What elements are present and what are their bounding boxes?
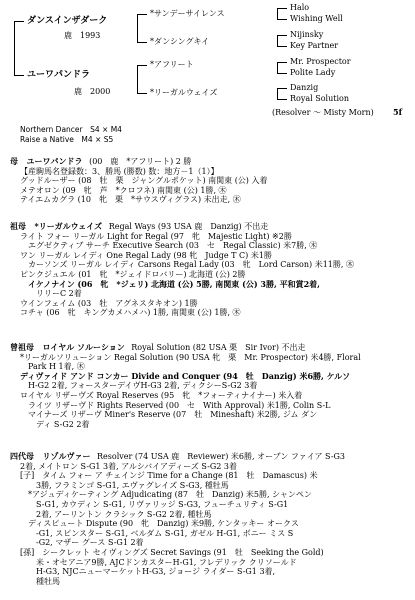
resolver-note: (Resolver ～ Misty Morn) [272,108,374,117]
g3-nijinsky: Nijinsky [290,30,324,39]
g3-key-partner: Key Partner [290,41,339,50]
section-heading: 母 [10,156,18,166]
horse-detail: Resolver (74 USA 鹿 Reviewer) 米6勝, オーブン ファイア S-G3 [97,452,345,461]
g3-danzig: Danzig [290,83,319,92]
text-line: マイナーズ リザーヴ Miner's Reserve (07 牡 Mineshaft) 米2勝, ジム ダン [20,410,318,420]
generation-mark: 5f [393,107,403,117]
g3-royal-solution: Royal Solution [290,94,349,103]
text-line: イケノナイン (06 牝 *ジェリ) 北海道 (公) 5勝, 南関東 (公) 3勝, 平和賞2着, [20,278,320,289]
text-line: H-G2 2着, フォースターデイヴH-G3 2着, ディクシーS-G2 3着 [20,381,258,391]
sire-info: 鹿 1993 [64,31,101,40]
text-line: 2着, メイトロン S-G1 3着, アルシバイアディーズ S-G2 3着 [20,461,238,471]
text-line: ライツ リザーヴド Rights Reserved (00 セ With Approval) 米1勝, Colin S-L [20,400,331,410]
horse-detail: (00 鹿 *アフリート) 2 勝 [89,157,192,166]
g3-wishing-well: Wishing Well [290,14,343,23]
inbreeding-line-1: Northern Dancer S4 × M4 [20,125,122,134]
text-line: ディヴァイド アンド コンカー Divide and Conquer (94 牡 Danzig) 米6勝, ケルソ [20,370,351,381]
text-line: カーソンズ リーガル レイディ Carsons Regal Lady (03 牝 Lord Carson) 米11勝, ㊍ [20,260,354,270]
dam-dam: *リーガルウェイズ [150,88,218,97]
text-line: H-G3, NJCニューマーケットH-G3, ジョージ ライダー S-G1 3着, [20,567,276,577]
text-line: リリーC 2着 [20,289,82,299]
text-line: Park H 1着, ㊍ [20,362,85,372]
text-line: 種牡馬 [20,576,60,586]
g3-polite-lady: Polite Lady [290,68,336,77]
text-line: メテオロン (09 牝 芦 *クロフネ) 南関東 (公) 1勝, ㊍ [20,185,227,195]
text-line: 3勝, フラミンゴ S-G1, エヴァグレイズ S-G3, 種牡馬 [20,480,229,490]
sire-dam: *ダンシングキイ [150,37,210,46]
text-line: ディスピュート Dispute (90 牝 Danzig) 米9勝, ケンタッキー オークス [20,519,299,529]
text-line: [孫] シークレット セイヴィングズ Secret Savings (91 牡 Seeking the Gold) [20,547,324,557]
section-dam [10,157,410,205]
inbreeding-line-2: Raise a Native M4 × S5 [20,135,114,144]
text-line: S-G1, カウディン S-G1, リヴァリッジ S-G3, フューチュリティ S-G1 [20,499,289,509]
section-grandam [10,222,410,318]
dam-name: ユーワパンドラ [27,70,91,80]
text-line: [子] タイム フォー ア チェインジ Time for a Change (81 牡 Damascus) 米 [20,471,318,481]
text-line: -G1, スピンスター S-G1, ベルダム S-G1, ガゼル H-G1, ボニー ミス S [20,528,294,538]
text-line: エグゼクティブ サーチ Executive Search (03 セ Regal Classic) 米7勝, ㊍ [20,241,318,251]
text-line: *リーガルソリューション Regal Solution (90 USA 牝 栗 Mr. Prospector) 米4勝, Floral [20,352,361,362]
section-fourth-dam [10,452,410,586]
dam-info: 鹿 2000 [74,87,111,96]
horse-name: ユーワパンドラ [26,156,83,166]
sire-sire: *サンデーサイレンス [150,9,225,18]
text-line: ウインフェイム (03 牡 アグネスタキオン) 1勝 [20,298,198,308]
g3-halo: Halo [290,3,310,12]
text-line: ピンクジュエル (01 牝 *ジェイドロバリー) 北海道 (公) 2勝 [20,269,246,279]
text-line: 米・オセアニア9勝, AJCドンカスターH-G1, フレデリック クリソールド [20,557,297,567]
text-line: ライト フォー リーガル Light for Regal (97 牝 Majestic Light) ※2勝 [20,231,292,241]
text-line: 【産駒馬名登録数：3、勝馬 (勝数) 数：地方－1（1）】 [20,166,219,176]
sire-name: ダンスインザダーク [27,16,108,26]
text-line: ワン リーガル レイディ One Regal Lady (98 牝 Judge T C) 米1勝 [20,250,272,260]
text-line: 2着, アーリントン クラシック S-G2 2着, 種牡馬 [20,509,212,519]
section-heading: 四代母 [10,451,34,461]
section-heading: 曾祖母 [10,342,34,352]
text-line: ロイヤル リザーヴズ Royal Reserves (95 牝 *フォーティナイナー) 米入着 [20,390,303,400]
dam-sire: *アフリート [150,60,194,69]
horse-name: *リーガルウェイズ [34,221,103,231]
text-line: グッドルーザー (08 牡 栗 ジャングルポケット) 南関東 (公) 入着 [20,176,268,186]
horse-detail: Regal Ways (93 USA 鹿 Danzig) 不出走 [108,222,269,231]
text-line: *アジュディケーティング Adjudicating (87 牡 Danzig) 米5勝, シャンペン [20,490,312,500]
g3-mr-prospector: Mr. Prospector [290,57,351,66]
text-line: ディ S-G2 2着 [20,419,90,429]
horse-detail: Royal Solution (82 USA 栗 Sir Ivor) 不出走 [131,343,306,352]
section-heading: 祖母 [10,221,26,231]
text-line: -G2, マザー グース S-G1 2着 [20,538,144,548]
horse-name: リゾルヴァー [42,451,91,461]
text-line: テイエムカグラ (10 牝 栗 *サウスヴィグラス) 未出走, ㊍ [20,195,241,205]
section-great-grandam [10,343,410,429]
text-line: コチャ (06 牝 キングカメハメハ) 1勝, 南関東 (公) 1勝, ㊍ [20,308,241,318]
horse-name: ロイヤル ソルーション [42,342,125,352]
